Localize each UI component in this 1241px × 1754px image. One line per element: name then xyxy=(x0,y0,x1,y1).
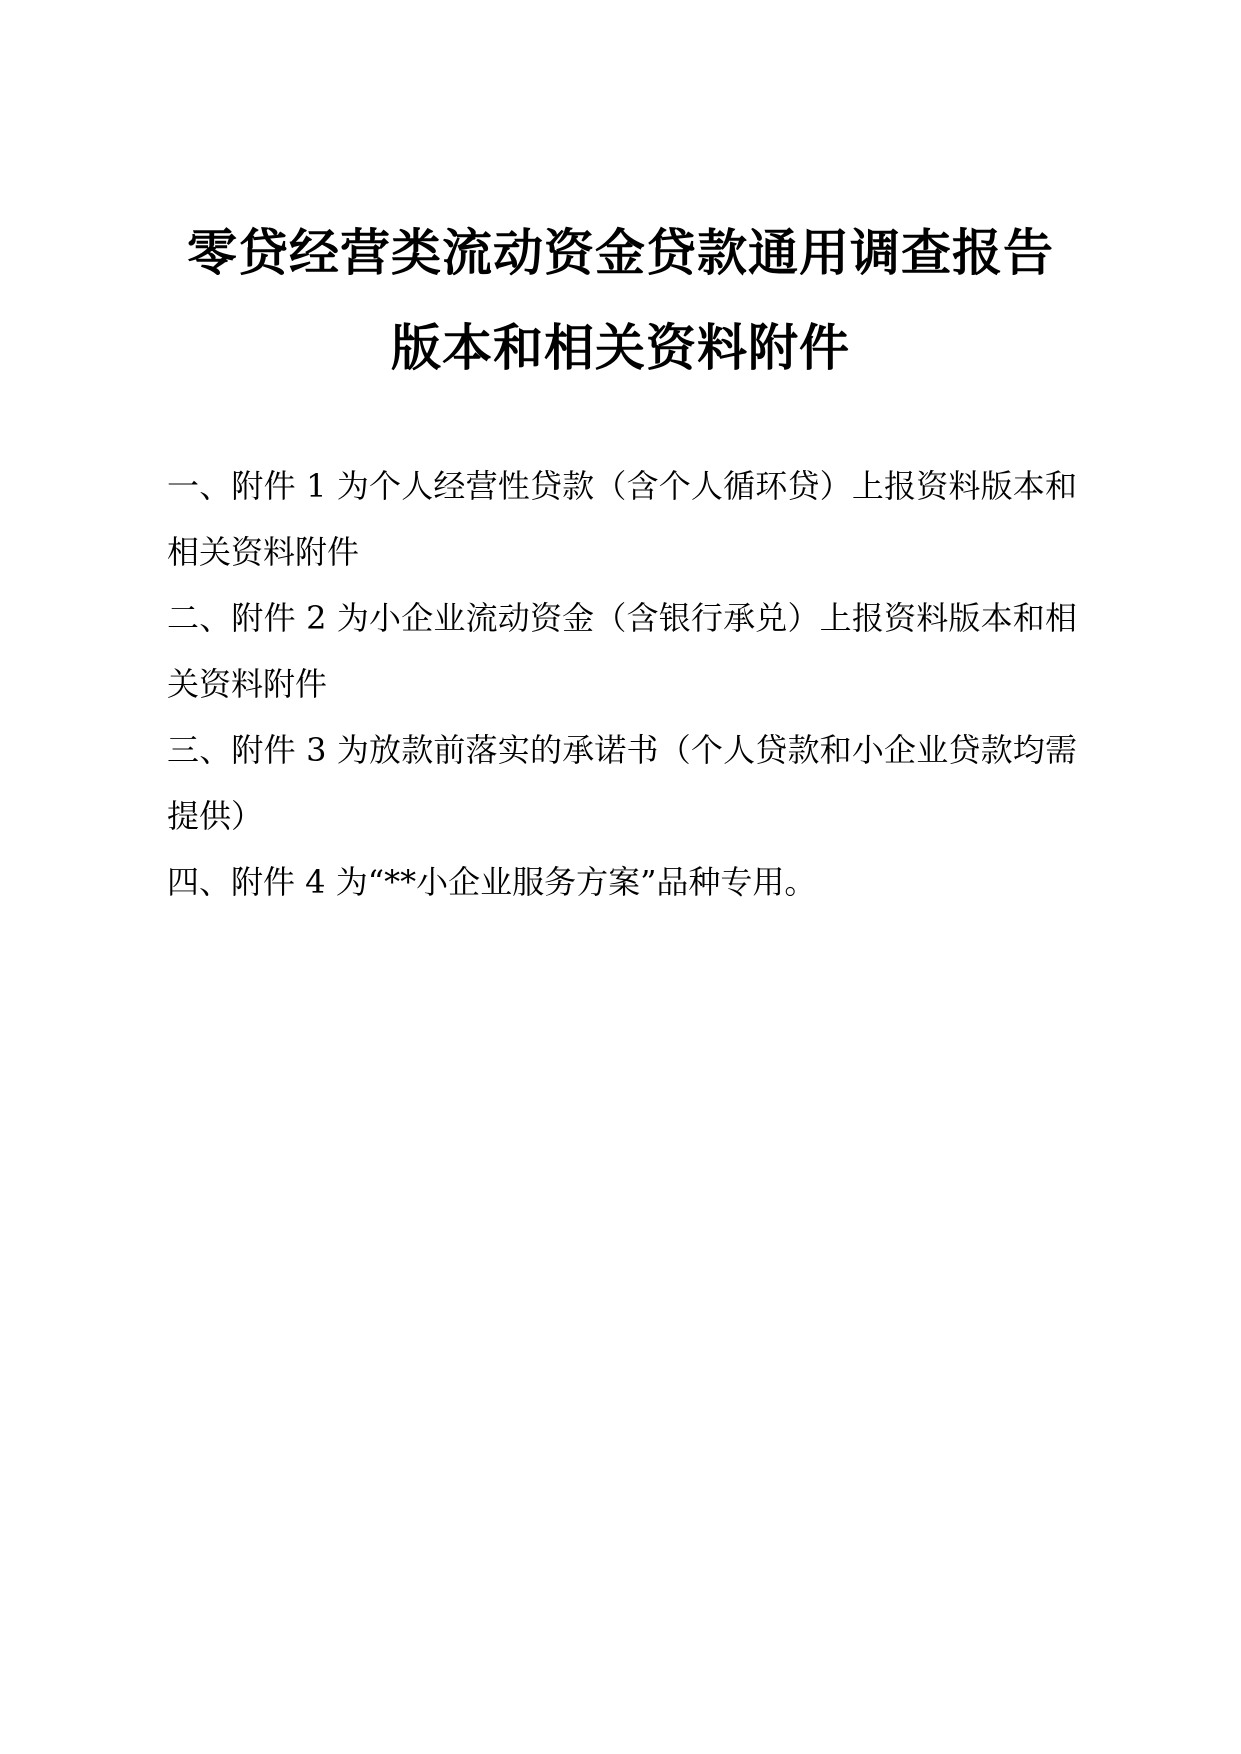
attachment-item-3: 三、附件 3 为放款前落实的承诺书（个人贷款和小企业贷款均需提供） xyxy=(167,731,1077,835)
attachment-item-4: 四、附件 4 为“**小企业服务方案”品种专用。 xyxy=(167,863,817,901)
document-title-line-1: 零贷经营类流动资金贷款通用调查报告 xyxy=(187,223,1054,282)
attachment-list xyxy=(167,453,1077,915)
attachment-item-1: 一、附件 1 为个人经营性贷款（含个人循环贷）上报资料版本和相关资料附件 xyxy=(167,467,1077,571)
document-title-line-2: 版本和相关资料附件 xyxy=(391,318,850,377)
attachment-item-2: 二、附件 2 为小企业流动资金（含银行承兑）上报资料版本和相关资料附件 xyxy=(167,599,1077,703)
